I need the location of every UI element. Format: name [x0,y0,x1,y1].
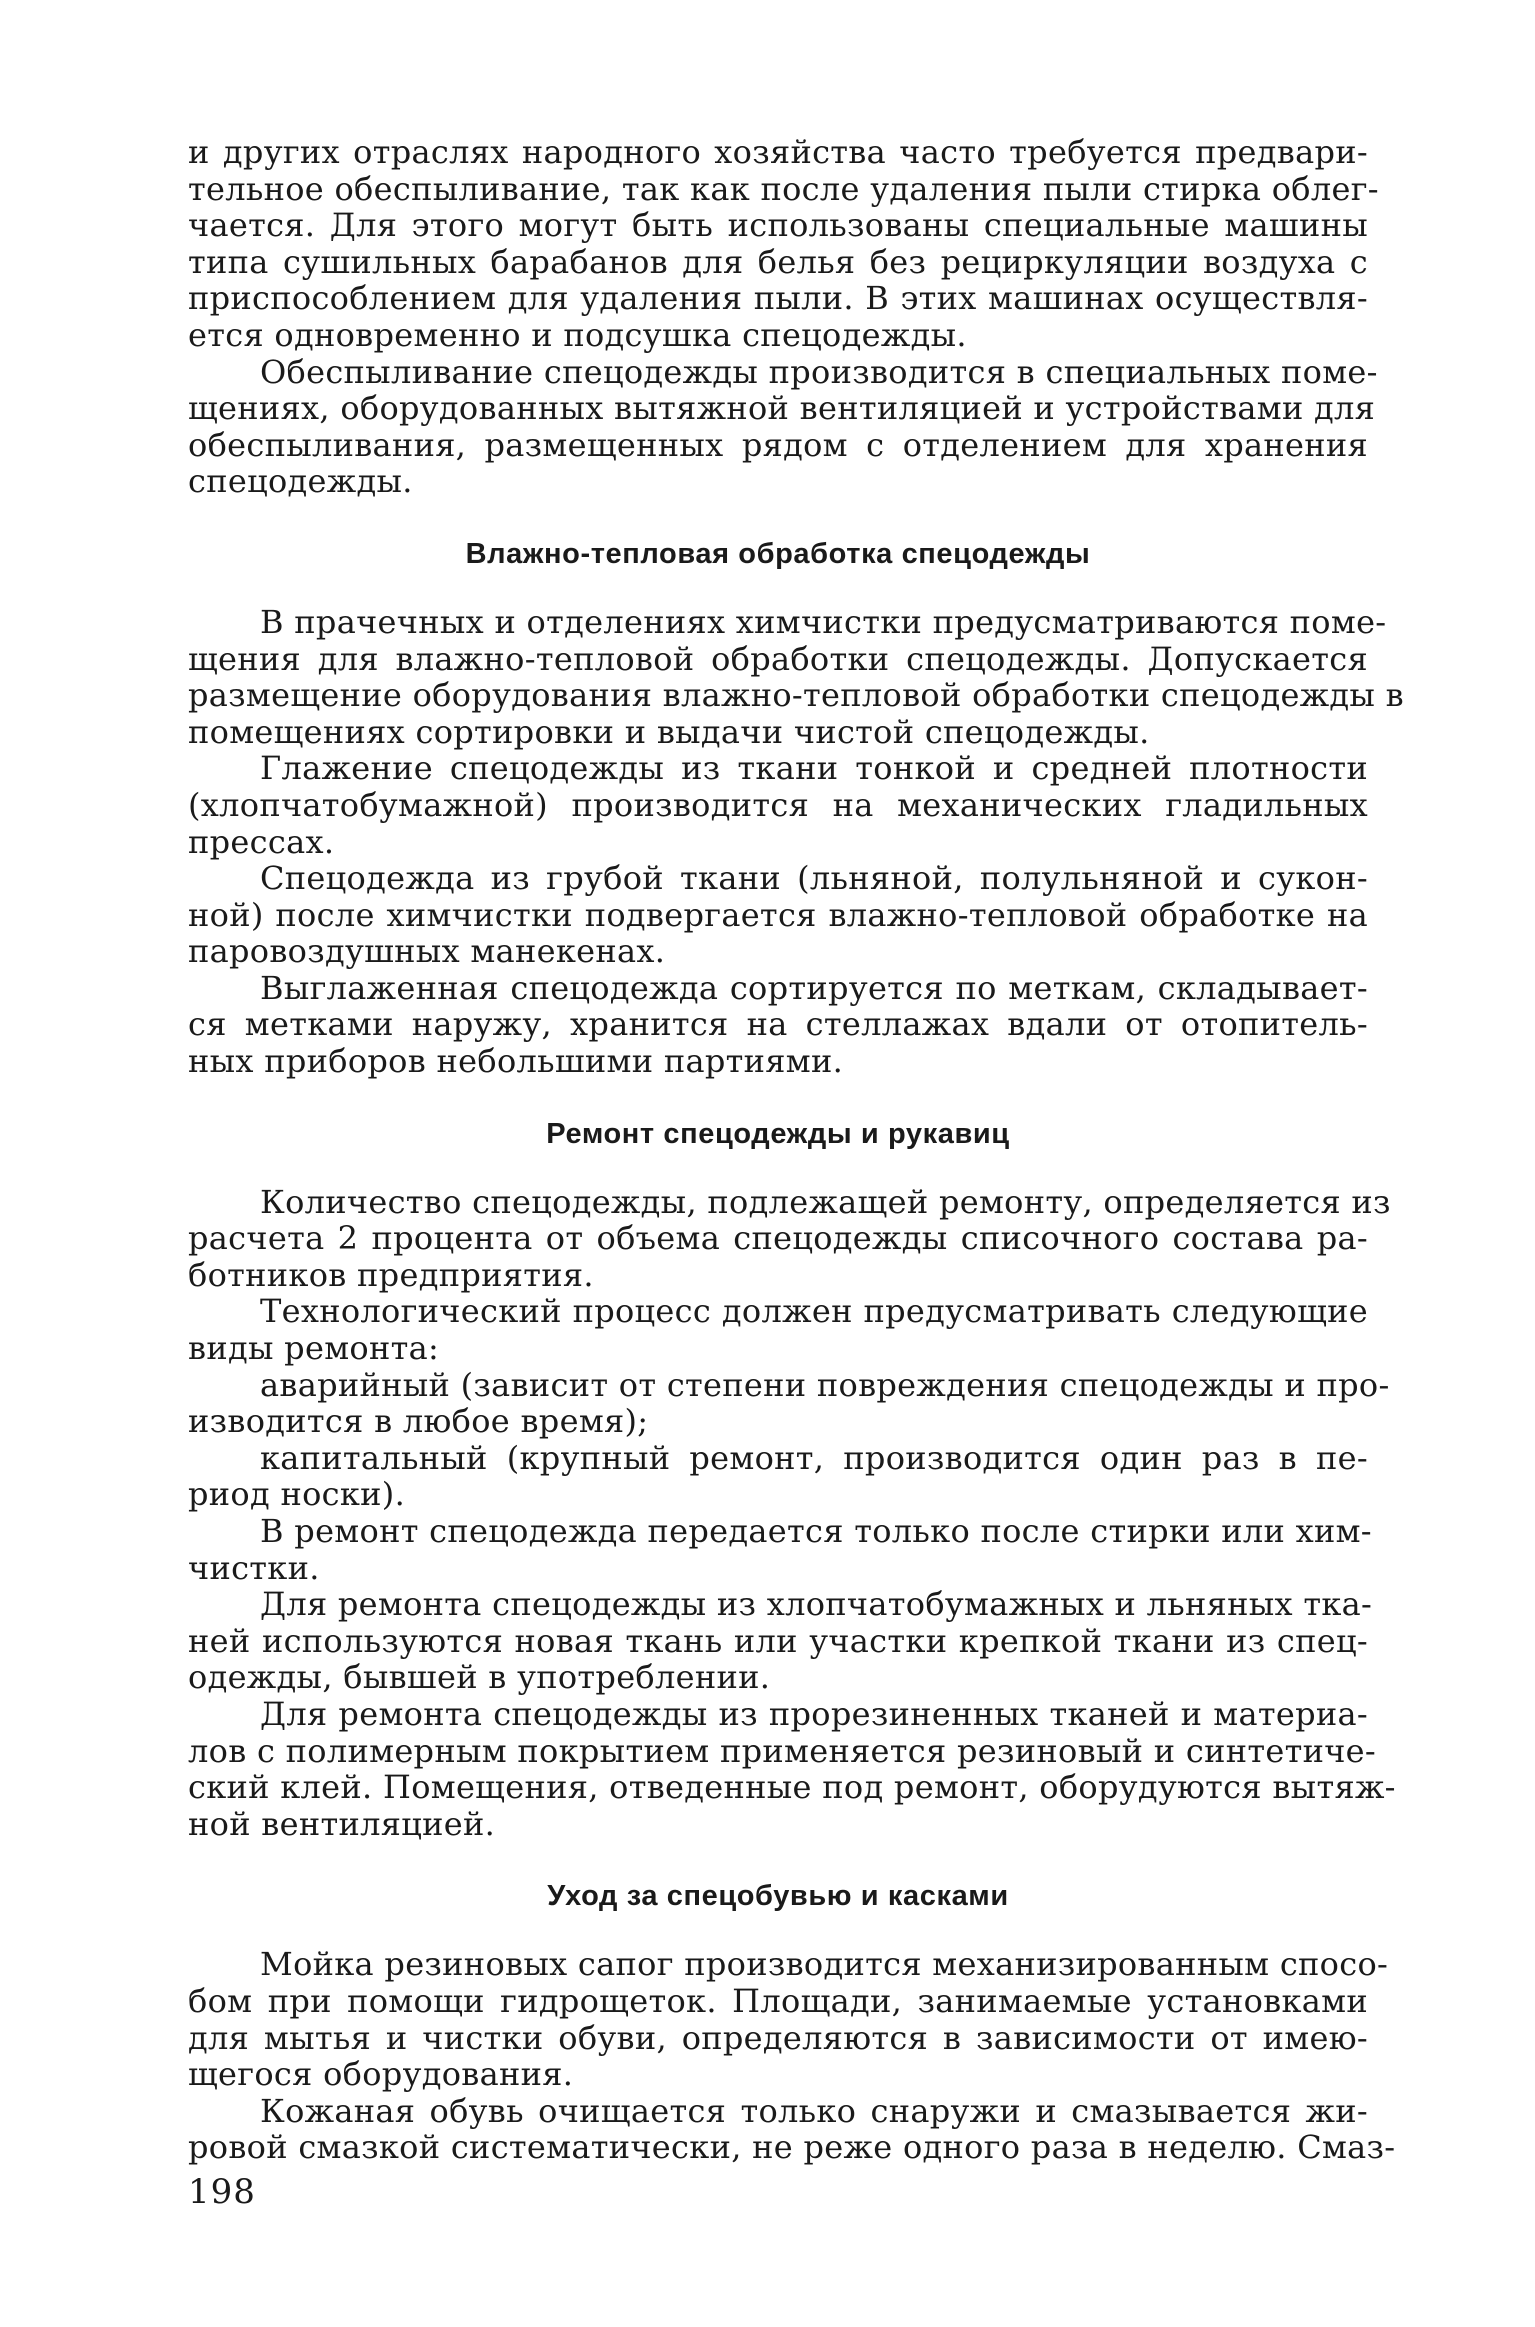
text-line: Глажение спецодежды из ткани тонкой и средней плотности [260,749,1368,788]
section-heading: Ремонт спецодежды и рукавиц [546,1117,1010,1150]
text-line: лов с полимерным покрытием применяется резиновый и синтетиче- [188,1731,1377,1770]
paragraph [188,602,1404,751]
paragraph [188,1945,1389,2094]
text-line: спецодежды. [188,462,413,501]
text-line: аварийный (зависит от степени повреждения спецодежды и про- [260,1365,1390,1404]
text-line: Кожаная обувь очищается только снаружи и смазывается жи- [260,2091,1368,2130]
text-line: прессах. [188,822,335,861]
text-line: размещение оборудования влажно-тепловой обработки спецодежды в [188,676,1404,715]
section-gap [188,1916,1368,1946]
text-line: капитальный (крупный ремонт, производится один раз в пе- [260,1438,1368,1477]
text-line: приспособлением для удаления пыли. В этих машинах осуществля- [188,279,1368,318]
section-heading: Уход за спецобувью и касками [547,1880,1009,1913]
paragraph [188,970,1368,1080]
text-line: одежды, бывшей в употреблении. [188,1658,771,1697]
text-line: (хлопчатобумажной) производится на механических гладильных [188,785,1368,824]
text-line: Спецодежда из грубой ткани (льняной, полульняной и сукон- [260,859,1368,898]
text-line: В ремонт спецодежда передается только после стирки или хим- [260,1512,1372,1550]
section-heading: Влажно-тепловая обработка спецодежды [465,537,1091,570]
text-line: Мойка резиновых сапог производится механизированным спосо- [260,1945,1389,1984]
text-line: риод носки). [188,1475,406,1514]
text-line: чается. Для этого могут быть использованы специальные машины [188,206,1368,245]
text-line: ных приборов небольшими партиями. [188,1042,844,1081]
text-line: Технологический процесс должен предусматривать следующие [260,1292,1368,1331]
section-gap [188,1154,1368,1184]
paragraph [188,133,1379,354]
text-line: ной) после химчистки подвергается влажно-тепловой обработке на [188,895,1368,934]
text-line: и других отраслях народного хозяйства часто требуется предвари- [188,133,1368,171]
text-line: ровой смазкой систематически, не реже одного раза в неделю. Смаз- [188,2128,1396,2167]
text-line: В прачечных и отделениях химчистки предусматриваются поме- [260,602,1387,641]
page-number: 198 [188,2172,256,2212]
page-body [188,133,1404,2167]
paragraph [188,352,1378,501]
text-line: расчета 2 процента от объема спецодежды списочного состава ра- [188,1219,1368,1258]
paragraph [188,1694,1396,1843]
paragraph [188,1440,1368,1513]
section-gap [188,500,1368,534]
paragraph [188,860,1368,970]
text-line: ней используются новая ткань или участки крепкой ткани из спец- [188,1621,1368,1660]
text-line: изводится в любое время); [188,1402,649,1441]
text-line: ется одновременно и подсушка спецодежды. [188,315,967,354]
text-line: чистки. [188,1548,320,1587]
paragraph [188,1585,1373,1697]
text-line: щения для влажно-тепловой обработки спецодежды. Допускается [188,639,1368,678]
text-line: для мытья и чистки обуви, определяются в зависимости от имею- [188,2018,1368,2057]
paragraph [188,1365,1390,1441]
text-line: виды ремонта: [188,1329,440,1368]
paragraph [188,750,1368,860]
paragraph [188,2091,1396,2167]
text-line: ся метками наружу, хранится на стеллажах вдали от отопитель- [188,1005,1368,1044]
text-line: паровоздушных манекенах. [188,932,666,971]
text-line: Обеспыливание спецодежды производится в специальных поме- [260,352,1378,391]
paragraph [188,1293,1368,1366]
text-line: бом при помощи гидрощеток. Площади, занимаемые установками [188,1981,1368,2020]
text-line: щениях, оборудованных вытяжной вентиляцией и устройствами для [188,389,1376,428]
text-line: обеспыливания, размещенных рядом с отделением для хранения [188,425,1368,464]
text-line: ной вентиляцией. [188,1804,496,1843]
section-gap [188,1842,1368,1876]
text-line: Выглаженная спецодежда сортируется по меткам, складывает- [260,968,1368,1007]
section-gap [188,1080,1368,1114]
section-gap [188,574,1368,604]
text-line: типа сушильных барабанов для белья без рециркуляции воздуха с [188,242,1368,281]
text-line: щегося оборудования. [188,2055,574,2094]
text-line: Количество спецодежды, подлежащей ремонту, определяется из [260,1182,1391,1221]
text-line: тельное обеспыливание, так как после удаления пыли стирка облег- [188,169,1379,208]
text-line: помещениях сортировки и выдачи чистой спецодежды. [188,712,1150,751]
text-line: ботников предприятия. [188,1255,594,1294]
text-line: ский клей. Помещения, отведенные под ремонт, оборудуются вытяж- [188,1768,1396,1807]
text-line: Для ремонта спецодежды из хлопчатобумажных и льняных тка- [260,1585,1373,1624]
paragraph [188,1512,1372,1587]
text-line: Для ремонта спецодежды из прорезиненных тканей и материа- [260,1694,1368,1733]
paragraph [188,1182,1391,1294]
